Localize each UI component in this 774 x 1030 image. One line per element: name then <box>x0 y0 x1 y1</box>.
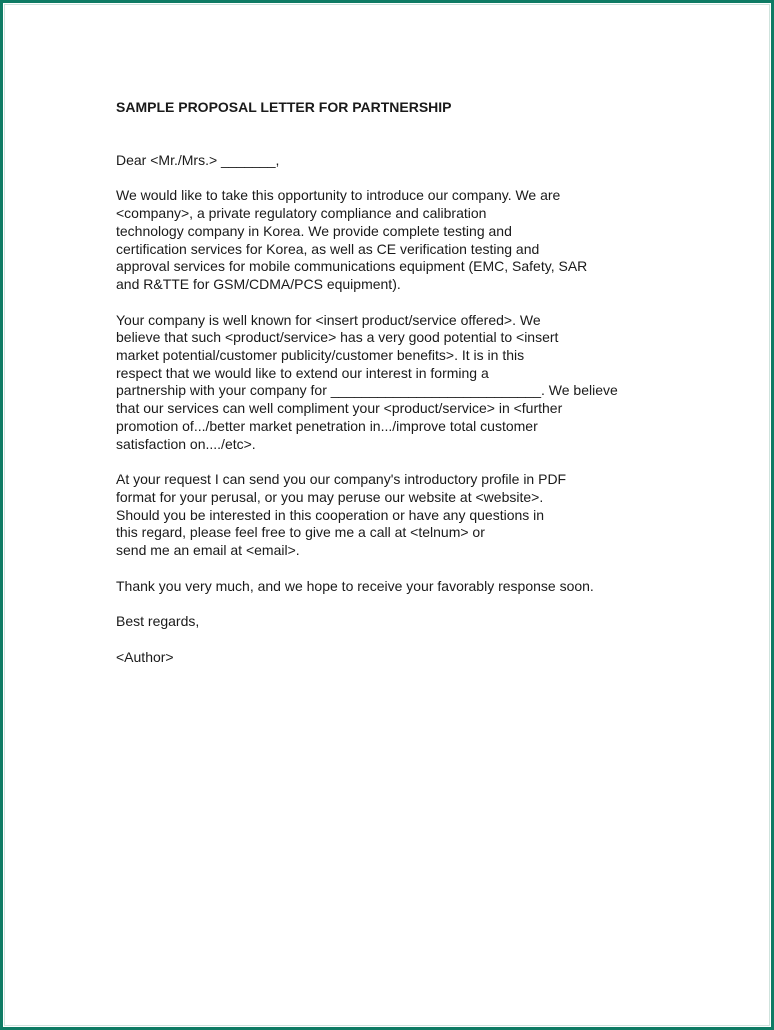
paragraph-line: format for your perusal, or you may peruse our website at <website>. <box>116 488 544 505</box>
letter-title: SAMPLE PROPOSAL LETTER FOR PARTNERSHIP <box>116 99 452 115</box>
paragraph-line: Thank you very much, and we hope to receive your favorably response soon. <box>116 577 594 594</box>
paragraph-line: respect that we would like to extend our interest in forming a <box>116 364 489 381</box>
paragraph-introduction <box>116 187 676 293</box>
paragraph-contact <box>116 471 676 560</box>
paragraph-line: At your request I can send you our company's introductory profile in PDF <box>116 471 567 488</box>
paragraph-line: Your company is well known for <insert product/service offered>. We <box>116 311 541 328</box>
paragraph-line: <company>, a private regulatory compliance and calibration <box>116 205 487 222</box>
paragraph-line: certification services for Korea, as well as CE verification testing and <box>116 240 540 257</box>
paragraph-line: approval services for mobile communications equipment (EMC, Safety, SAR <box>116 258 588 275</box>
paragraph-thanks <box>116 578 676 596</box>
paragraph-line: market potential/customer publicity/customer benefits>. It is in this <box>116 347 525 364</box>
paragraph-proposal <box>116 312 676 454</box>
paragraph-line: believe that such <product/service> has a very good potential to <insert <box>116 329 559 346</box>
paragraph-line: send me an email at <email>. <box>116 542 300 559</box>
paragraph-line: satisfaction on..../etc>. <box>116 435 256 452</box>
signature: <Author> <box>116 649 174 666</box>
paragraph-line: technology company in Korea. We provide complete testing and <box>116 222 512 239</box>
letter-body <box>116 99 676 667</box>
paragraph-line: We would like to take this opportunity to introduce our company. We are <box>116 187 561 204</box>
paragraph-line: and R&TTE for GSM/CDMA/PCS equipment). <box>116 275 401 292</box>
paragraph-line: that our services can well compliment your <product/service> in <further <box>116 400 563 417</box>
paragraph-line: promotion of.../better market penetration in.../improve total customer <box>116 417 538 434</box>
paragraph-line: Should you be interested in this cooperation or have any questions in <box>116 506 545 523</box>
paragraph-line: this regard, please feel free to give me a call at <telnum> or <box>116 524 485 541</box>
closing: Best regards, <box>116 613 200 630</box>
salutation: Dear <Mr./Mrs.> _______, <box>116 151 280 168</box>
paragraph-line: partnership with your company for ___________________________. We believe <box>116 382 618 399</box>
